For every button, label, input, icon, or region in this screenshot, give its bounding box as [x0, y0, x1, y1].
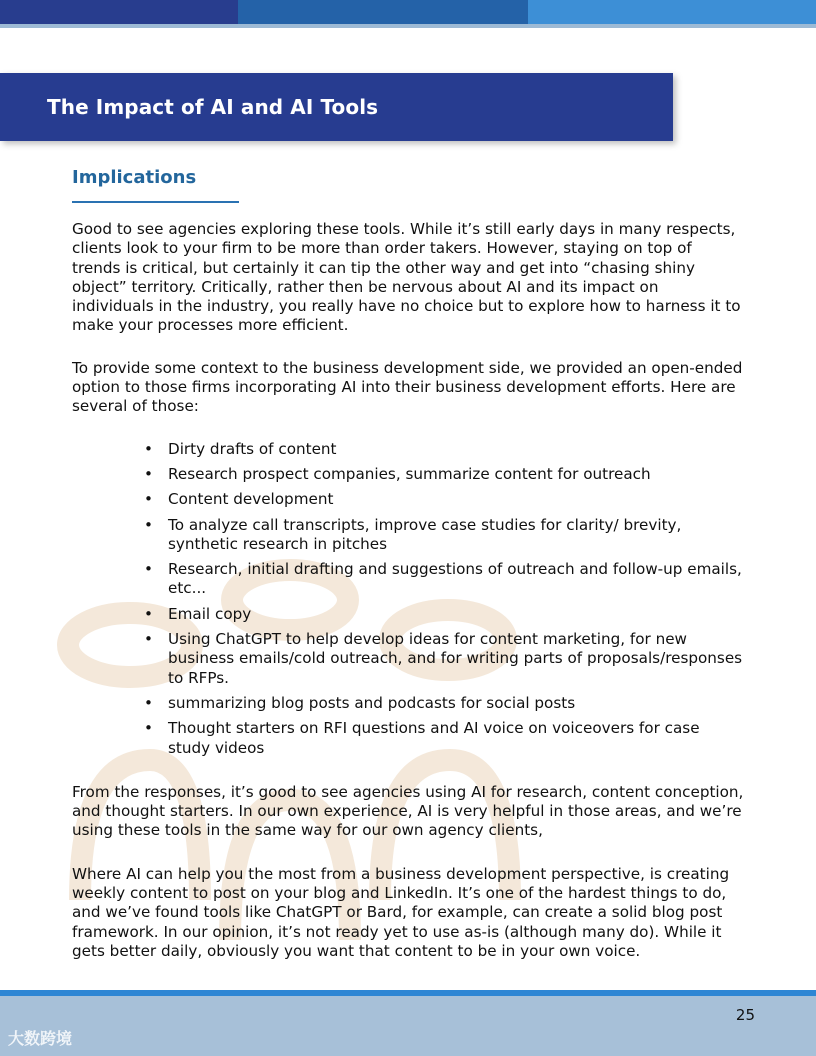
bullet-icon: • [144, 630, 153, 649]
list-item-text: Content development [168, 490, 334, 509]
list-item [144, 605, 744, 624]
list-item [144, 440, 744, 459]
title-banner [0, 73, 673, 141]
bullet-icon: • [144, 560, 153, 579]
list-item [144, 490, 744, 509]
list-item-text: Using ChatGPT to help develop ideas for content marketing, for new business emails/cold outreach, and for writing parts of proposals/responses to RFPs. [168, 630, 743, 687]
bullet-icon: • [144, 439, 153, 458]
page-title: The Impact of AI and AI Tools [47, 95, 379, 119]
list-item-text: Thought starters on RFI questions and AI voice on voiceovers for case study videos [168, 719, 700, 757]
bullet-icon: • [144, 604, 153, 623]
page-footer [0, 996, 816, 1056]
bullet-icon: • [144, 719, 153, 738]
page-number: 25 [735, 1006, 755, 1024]
list-item [144, 630, 744, 688]
bullet-icon: • [144, 515, 153, 534]
bullet-icon: • [144, 693, 153, 712]
footer-watermark: 大数跨境 [8, 1029, 73, 1048]
bullet-icon: • [144, 464, 153, 483]
list-item [144, 516, 744, 555]
list-item-text: Email copy [168, 604, 252, 623]
heading-underline [72, 201, 239, 203]
paragraph-responses: From the responses, it’s good to see agencies using AI for research, content conception, and thought starters. In our own experience, AI is very helpful in those areas, and we’re using these tools in the same way for our own agency clients, [72, 782, 744, 840]
paragraph-context: To provide some context to the business development side, we provided an open-ended option to those firms incorporating AI into their business development efforts. Here are several of those: [72, 358, 743, 416]
list-item [144, 560, 744, 599]
list-item-text: Research prospect companies, summarize content for outreach [168, 464, 651, 483]
main-content [72, 165, 744, 961]
list-item-text: To analyze call transcripts, improve case studies for clarity/ brevity, synthetic research in pitches [168, 515, 682, 553]
responses-list [72, 440, 744, 758]
section-heading: Implications [72, 167, 197, 188]
list-item-text: summarizing blog posts and podcasts for social posts [168, 693, 576, 712]
list-item-text: Research, initial drafting and suggestions of outreach and follow-up emails, etc... [168, 560, 742, 598]
paragraph-intro: Good to see agencies exploring these tools. While it’s still early days in many respects, clients look to your firm to be more than order takers. However, staying on top of trends is critical, but certainly it can tip the other way and get into “chasing shiny object” territory. Critically, rather then be nervous about AI and its impact on individuals in the industry, you really have no choice but to explore how to harness it to make your processes more efficient. [72, 220, 741, 335]
bullet-icon: • [144, 490, 153, 509]
list-item [144, 465, 744, 484]
paragraph-recommendation: Where AI can help you the most from a business development perspective, is creating weekly content to post on your blog and LinkedIn. It’s one of the hardest things to do, and we’ve found tools like ChatGPT or Bard, for example, can create a solid blog post framework. In our opinion, it’s not ready yet to use as-is (although many do). While it gets better daily, obviously you want that content to be in your own voice. [72, 864, 730, 960]
list-item [144, 719, 744, 758]
list-item-text: Dirty drafts of content [168, 439, 337, 458]
list-item [144, 694, 744, 713]
